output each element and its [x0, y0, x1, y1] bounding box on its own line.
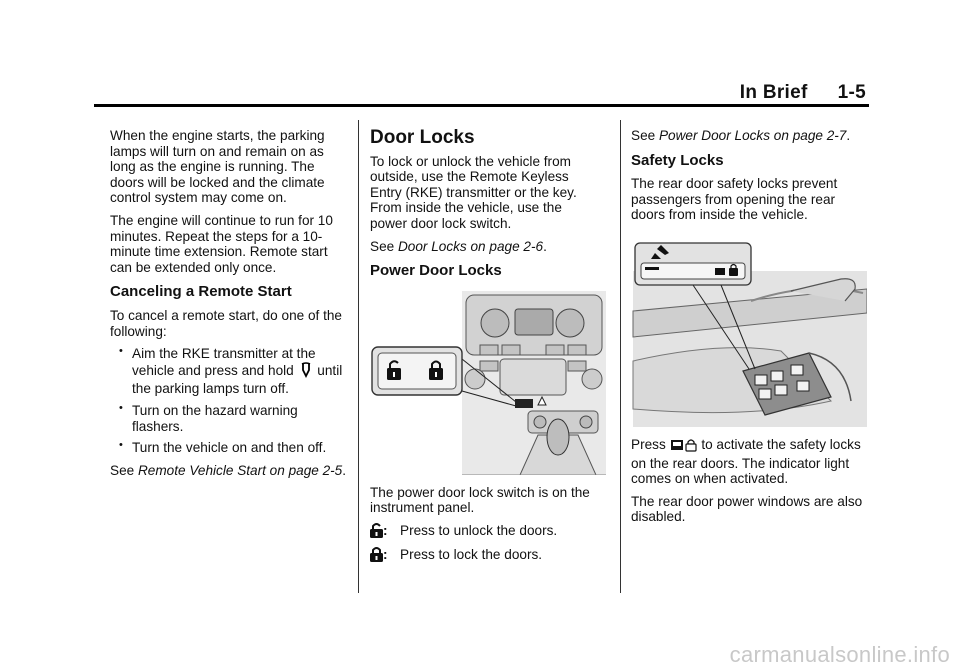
paragraph-engine-run: The engine will continue to run for 10 minutes. Repeat the steps for a 10-minute time extension. Remote start can be extended only once. — [110, 212, 333, 275]
column-divider — [620, 120, 621, 593]
paragraph-switch-location: The power door lock switch is on the instrument panel. — [370, 484, 590, 516]
paragraph-door-locks: To lock or unlock the vehicle from outside, use the Remote Keyless Entry (RKE) transmitter or the key. From inside the vehicle, use the power door lock switch. — [370, 153, 577, 231]
lock-description: : Press to lock the doors. — [370, 547, 602, 563]
list-item: • Turn the vehicle on and then off. — [110, 440, 348, 456]
lock-icon — [370, 547, 383, 562]
remote-start-icon — [299, 362, 313, 382]
list-item: • Aim the RKE transmitter at the vehicle and press and hold until the parking lamps turn off. — [110, 346, 348, 397]
column-3 — [631, 128, 871, 532]
cancel-list — [110, 346, 348, 456]
reference-link: Remote Vehicle Start on page 2-5 — [137, 462, 343, 478]
header-rule — [94, 104, 869, 107]
column-2 — [370, 128, 602, 570]
header-title — [740, 82, 866, 104]
heading-door-locks: Door Locks — [370, 127, 475, 148]
unlock-description: : Press to unlock the doors. — [370, 523, 602, 539]
see-reference: See Door Locks on page 2-6. — [370, 238, 547, 254]
reference-link: Power Door Locks on page 2-7 — [658, 128, 847, 143]
heading-safety-locks: Safety Locks — [631, 151, 724, 169]
safety-lock-switch-illustration — [631, 241, 867, 427]
safety-lock-icon — [671, 438, 697, 456]
paragraph-press-activate: Press to activate the safety locks on the rear doors. The indicator light comes on when activated. — [631, 436, 861, 487]
paragraph-safety-locks: The rear door safety locks prevent passengers from opening the rear doors from inside the vehicle. — [631, 176, 838, 223]
column-1 — [110, 128, 348, 485]
paragraph-engine-starts: When the engine starts, the parking lamps will turn on and remain on as long as the engine is running. The doors will be locked and the climate control system may come on. — [110, 128, 325, 206]
paragraph-cancel-intro: To cancel a remote start, do one of the following: — [110, 307, 342, 339]
column-divider — [358, 120, 359, 593]
heading-power-door-locks: Power Door Locks — [370, 262, 502, 280]
heading-canceling-remote-start: Canceling a Remote Start — [110, 283, 292, 301]
unlock-icon — [370, 523, 383, 538]
list-item: • Turn on the hazard warning flashers. — [110, 403, 348, 434]
power-door-lock-switch-illustration — [370, 287, 606, 475]
watermark: carmanualsonline.info — [729, 642, 950, 667]
section-title: In Brief — [739, 82, 808, 103]
see-reference: See Remote Vehicle Start on page 2-5. — [110, 462, 347, 478]
reference-link: Door Locks on page 2-6 — [397, 238, 544, 254]
see-reference: See Power Door Locks on page 2-7. — [631, 128, 851, 143]
page-number: 1-5 — [837, 82, 866, 103]
paragraph-windows-disabled: The rear door power windows are also disabled. — [631, 493, 863, 525]
